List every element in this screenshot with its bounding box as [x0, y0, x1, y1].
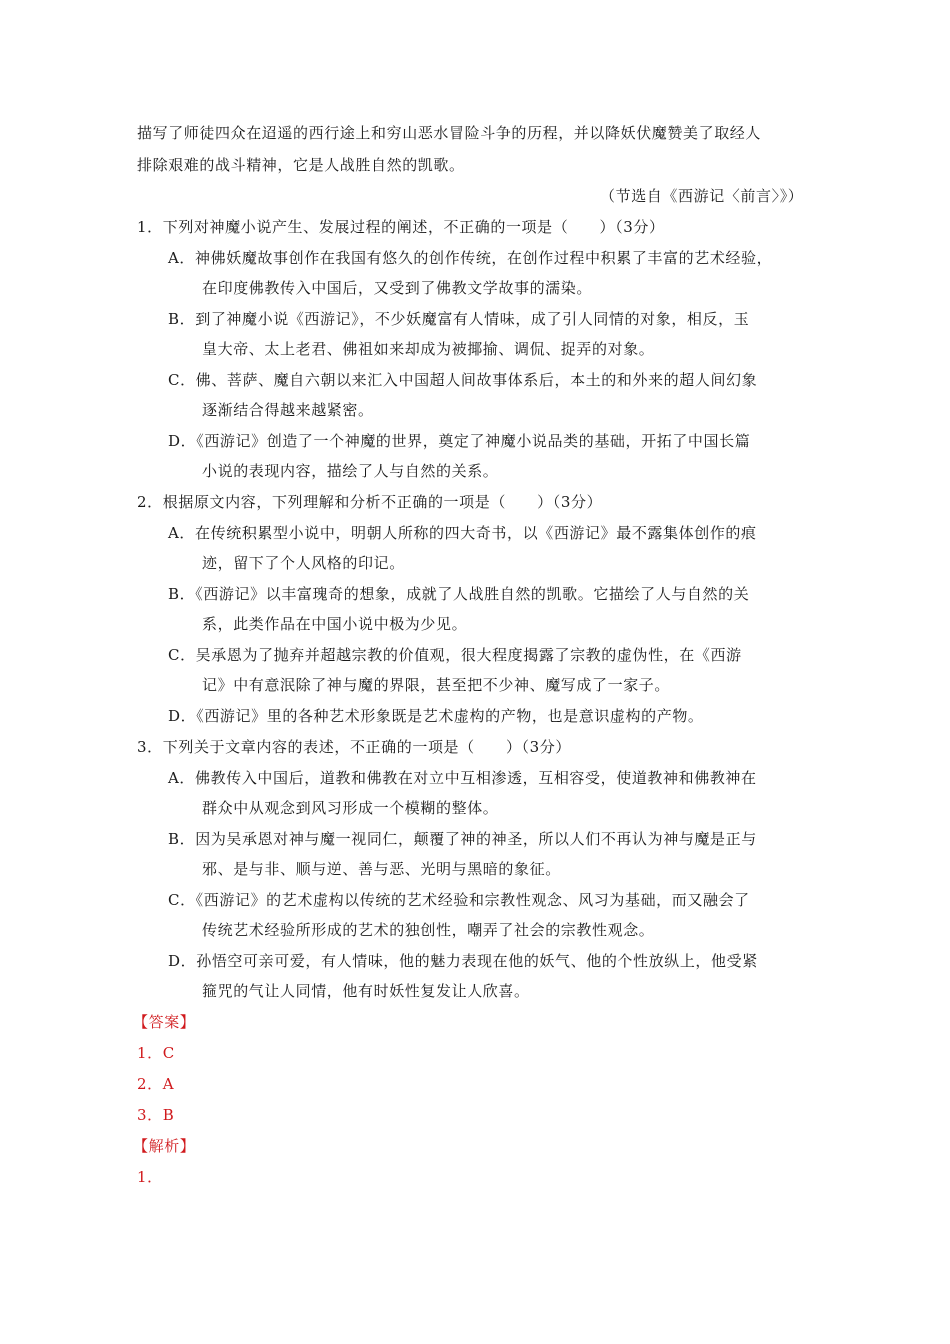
option-line: B．因为吴承恩对神与魔一视同仁，颠覆了神的神圣，所以人们不再认为神与魔是正与 — [168, 830, 757, 848]
option-line: 记》中有意泯除了神与魔的界限，甚至把不少神、魔写成了一家子。 — [202, 676, 671, 694]
answer-item: 2．A — [137, 1075, 175, 1093]
analysis-item: 1． — [137, 1168, 163, 1186]
option-line: 在印度佛教传入中国后，又受到了佛教文学故事的濡染。 — [202, 279, 593, 297]
question-stem: 2．根据原文内容，下列理解和分析不正确的一项是（ ）（3分） — [137, 493, 603, 511]
option-line: 小说的表现内容，描绘了人与自然的关系。 — [202, 462, 499, 480]
question-stem: 1．下列对神魔小说产生、发展过程的阐述，不正确的一项是（ ）（3分） — [137, 218, 665, 236]
option-line: D．《西游记》里的各种艺术形象既是艺术虚构的产物，也是意识虚构的产物。 — [168, 707, 704, 725]
option-line: C．《西游记》的艺术虚构以传统的艺术经验和宗教性观念、风习为基础，而又融会了 — [168, 891, 750, 909]
question-stem: 3．下列关于文章内容的表述，不正确的一项是（ ）（3分） — [137, 738, 571, 756]
analysis-heading: 【解析】 — [133, 1137, 196, 1155]
option-line: B．《西游记》以丰富瑰奇的想象，成就了人战胜自然的凯歌。它描绘了人与自然的关 — [168, 585, 750, 603]
option-line: D．孙悟空可亲可爱，有人情味，他的魅力表现在他的妖气、他的个性放纵上，他受紧 — [168, 952, 758, 970]
option-line: 皇大帝、太上老君、佛祖如来却成为被揶揄、调侃、捉弄的对象。 — [202, 340, 655, 358]
option-line: B．到了神魔小说《西游记》，不少妖魔富有人情味，成了引人同情的对象，相反，玉 — [168, 310, 750, 328]
passage-line: 描写了师徒四众在迢遥的西行途上和穷山恶水冒险斗争的历程，并以降妖伏魔赞美了取经人 — [137, 124, 762, 142]
option-line: A．佛教传入中国后，道教和佛教在对立中互相渗透，互相容受，使道教神和佛教神在 — [168, 769, 757, 787]
option-line: 箍咒的气让人同情，他有时妖性复发让人欣喜。 — [202, 982, 530, 1000]
passage-source: （节选自《西游记〈前言〉》） — [600, 187, 804, 205]
option-line: A．神佛妖魔故事创作在我国有悠久的创作传统，在创作过程中积累了丰富的艺术经验， — [168, 249, 773, 267]
option-line: D．《西游记》创造了一个神魔的世界，奠定了神魔小说品类的基础，开拓了中国长篇 — [168, 432, 751, 450]
option-line: 邪、是与非、顺与逆、善与恶、光明与黑暗的象征。 — [202, 860, 561, 878]
option-line: C．吴承恩为了抛弃并超越宗教的价值观，很大程度揭露了宗教的虚伪性，在《西游 — [168, 646, 742, 664]
option-line: 群众中从观念到风习形成一个模糊的整体。 — [202, 799, 499, 817]
answer-heading: 【答案】 — [133, 1013, 196, 1031]
option-line: 迹，留下了个人风格的印记。 — [202, 554, 405, 572]
option-line: C．佛、菩萨、魔自六朝以来汇入中国超人间故事体系后，本土的和外来的超人间幻象 — [168, 371, 758, 389]
option-line: A．在传统积累型小说中，明朝人所称的四大奇书，以《西游记》最不露集体创作的痕 — [168, 524, 757, 542]
option-line: 系，此类作品在中国小说中极为少见。 — [202, 615, 468, 633]
answer-item: 1．C — [137, 1044, 175, 1062]
option-line: 逐渐结合得越来越紧密。 — [202, 401, 374, 419]
answer-item: 3．B — [137, 1106, 175, 1124]
option-line: 传统艺术经验所形成的艺术的独创性，嘲弄了社会的宗教性观念。 — [202, 921, 655, 939]
passage-line: 排除艰难的战斗精神，它是人战胜自然的凯歌。 — [137, 156, 465, 174]
